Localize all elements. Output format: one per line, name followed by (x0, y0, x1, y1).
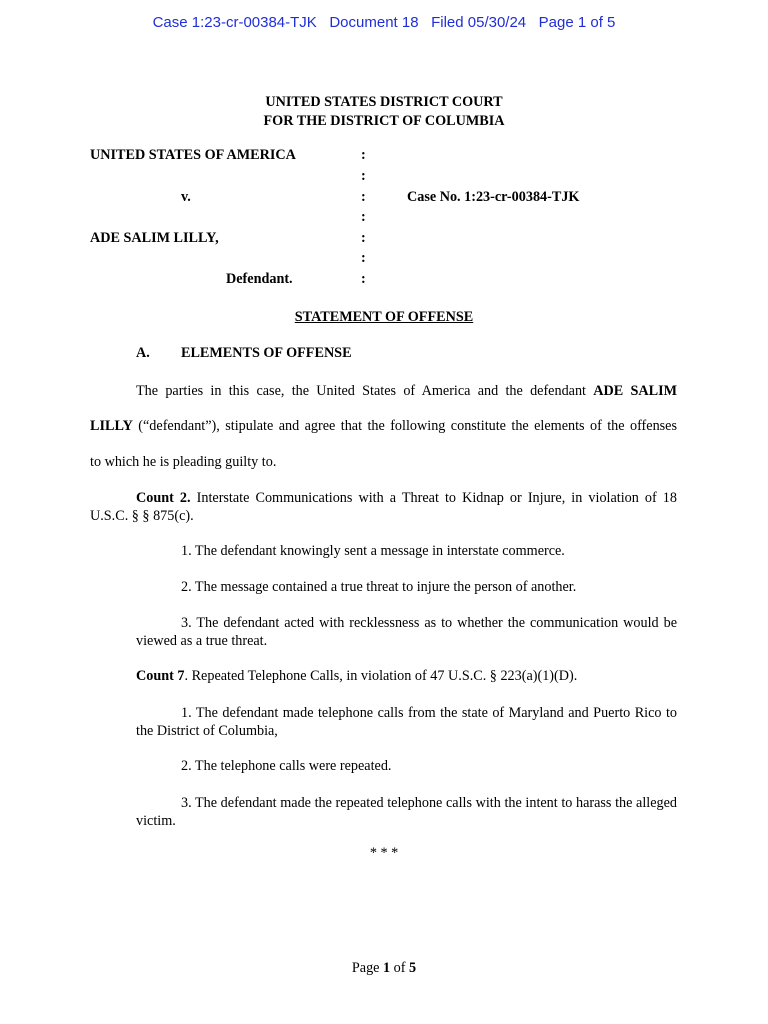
caption-colon: : (361, 250, 366, 266)
footer-of: of (390, 960, 410, 976)
footer-total-pages: 5 (409, 960, 417, 976)
intro-line-3: to which he is pleading guilty to. (90, 454, 277, 470)
court-line-2: FOR THE DISTRICT OF COLUMBIA (263, 113, 505, 129)
caption-colon: : (361, 147, 366, 163)
footer-current-page: 1 (383, 960, 391, 976)
count-7-element-2: 2. The telephone calls were repeated. (181, 758, 392, 774)
count-7-element-1: 1. The defendant made telephone calls from the state of Maryland and Puerto Rico to the District of Columbia, (136, 705, 677, 739)
count-2-heading (90, 489, 677, 525)
count-2-element-3: 3. The defendant acted with recklessness as to whether the communication would be viewed as a true threat. (136, 615, 677, 649)
header-case: Case 1:23-cr-00384-TJK (152, 14, 317, 31)
header-page: Page 1 of 5 (538, 14, 616, 31)
caption-plaintiff: UNITED STATES OF AMERICA (90, 147, 296, 163)
caption-versus: v. (181, 189, 191, 205)
section-letter: A. (136, 345, 150, 361)
caption-defendant-name: ADE SALIM LILLY, (90, 230, 219, 246)
intro-line-1 (136, 383, 677, 400)
intro-text: The parties in this case, the United States of America and the defendant (136, 383, 594, 399)
ecf-header (0, 14, 768, 31)
caption-defendant-label: Defendant. (226, 271, 293, 287)
court-line-1: UNITED STATES DISTRICT COURT (265, 94, 503, 110)
case-number: Case No. 1:23-cr-00384-TJK (407, 189, 580, 205)
footer-prefix: Page (351, 960, 384, 976)
document-title: STATEMENT OF OFFENSE (294, 309, 474, 325)
intro-line-2 (90, 418, 677, 435)
count-7-heading (136, 668, 577, 685)
header-filed: Filed 05/30/24 (431, 14, 527, 31)
count-2-label: Count 2. (136, 490, 191, 506)
count-7-text: . Repeated Telephone Calls, in violation of 47 U.S.C. § 223(a)(1)(D). (184, 668, 578, 684)
count-2-text: Interstate Communications with a Threat to Kidnap or Injure, in violation of 18 U.S.C. § § 875(c). (90, 490, 677, 524)
section-heading: ELEMENTS OF OFFENSE (181, 345, 352, 361)
intro-text: (“defendant”), stipulate and agree that the following constitute the elements of the offenses (132, 418, 677, 434)
defendant-name-bold: ADE SALIM (593, 383, 677, 399)
section-separator: * * * (369, 845, 399, 861)
caption-colon: : (361, 209, 366, 225)
caption-colon: : (361, 230, 366, 246)
caption-colon: : (361, 189, 366, 205)
count-7-label: Count 7 (136, 668, 185, 684)
count-7-element-3: 3. The defendant made the repeated telephone calls with the intent to harass the alleged victim. (136, 795, 677, 829)
header-document: Document 18 (329, 14, 419, 31)
court-name (0, 93, 768, 131)
page-footer (0, 960, 768, 977)
caption-colon: : (361, 168, 366, 184)
caption-colon: : (361, 271, 366, 287)
defendant-name-bold: LILLY (90, 418, 133, 434)
count-2-element-1: 1. The defendant knowingly sent a message in interstate commerce. (181, 543, 565, 559)
count-2-element-2: 2. The message contained a true threat to injure the person of another. (181, 579, 577, 595)
